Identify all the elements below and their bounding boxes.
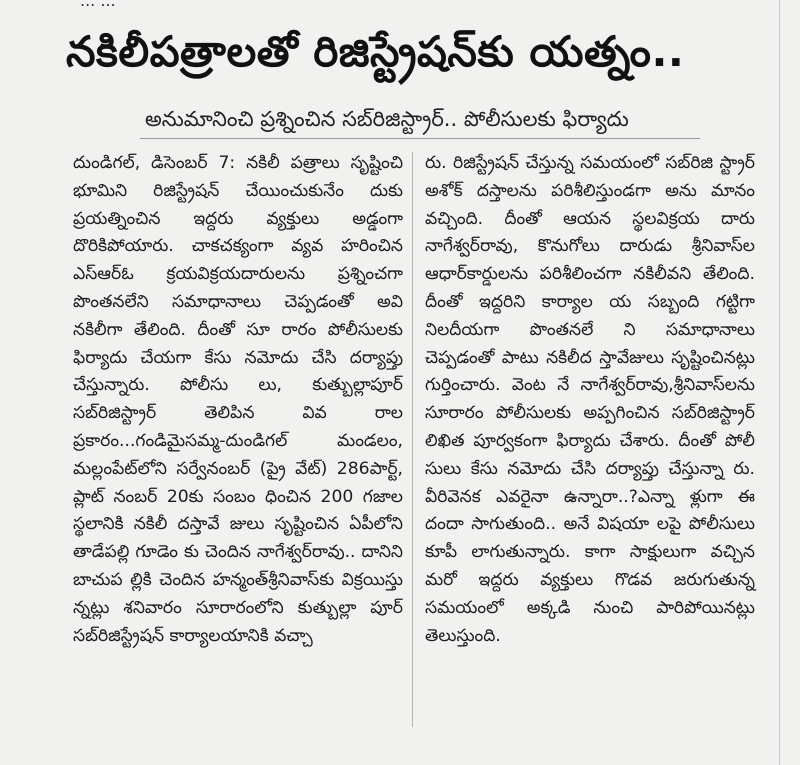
page-edge-rule bbox=[779, 0, 780, 765]
article-subheadline: అనుమానించి ప్రశ్నించిన సబ్‌రిజిస్ట్రార్.. పోలీసులకు ఫిర్యాదు bbox=[145, 107, 629, 131]
article-column-left: దుండిగల్, డిసెంబర్ 7: నకిలీ పత్రాలు సృష్టించి భూమిని రిజిస్ట్రేషన్ చేయించుకునేం దుకు ప్రయత్నించిన ఇద్దరు వ్యక్తులు అడ్డంగా దొరికిపోయారు. చాకచక్యంగా వ్యవ హరించిన ఎస్‌ఆర్‌ఓ క్రయవిక్రయదారులను ప్రశ్నించగా పొంతనలేని సమాధానాలు చెప్పడంతో అవి నకిలీగా తేలింది. దీంతో సూ రారం పోలీసులకు ఫిర్యాదు చేయగా కేసు నమోదు చేసి దర్యాప్తు చేస్తున్నారు. పోలీసు లు, కుత్బుల్లాపూర్ సబ్‌రిజిస్ట్రార్ తెలిపిన వివ రాల ప్రకారం...గండిమైసమ్మ-దుండిగల్ మండలం, మల్లంపేట్‌లోని సర్వేనంబర్ (ప్రై వేట్) 286పార్ట్, ప్లాట్ నంబర్ 20కు సంబం ధించిన 200 గజాల స్థలానికి నకిలీ దస్తావే జులు సృష్టించిన ఏపీలోని తాడేపల్లి గూడెం కు చెందిన నాగేశ్వర్‌రావు.. దానిని బాచుప ల్లికి చెందిన హన్మంత్‌శ్రీనివాస్‌కు విక్రయిస్తు న్నట్లు శనివారం సూరారంలోని కుత్బుల్లా పూర్ సబ్‌రిజిస్ట్రేషన్ కార్యాలయానికి వచ్చా bbox=[73, 153, 403, 646]
subheadline-divider bbox=[140, 138, 700, 139]
previous-article-fragment: ... ... bbox=[80, 0, 116, 10]
article-headline: నకిలీపత్రాలతో రిజిస్ట్రేషన్‌కు యత్నం.. bbox=[66, 27, 685, 76]
column-divider bbox=[412, 152, 413, 727]
article-column-right: రు. రిజిస్ట్రేషన్ చేస్తున్న సమయంలో సబ్‌రిజి స్ట్రార్ అశోక్ దస్తాలను పరిశీలిస్తుండగా అను మానం వచ్చింది. దీంతో ఆయన స్థలవిక్రయ దారు నాగేశ్వర్‌రావు, కొనుగోలు దారుడు శ్రీనివాస్‌ల ఆధార్‌కార్డులను పరిశీలించగా నకిలీవని తేలింది. దీంతో ఇద్దరిని కార్యాల య సబ్బంది గట్టిగా నిలదీయగా పొంతనలే ని సమాధానాలు చెప్పడంతో పాటు నకిలీద స్తావేజులు సృష్టించినట్లు గుర్తించారు. వెంట నే నాగేశ్వర్‌రావు,శ్రీనివాస్‌లను సూరారం పోలీసులకు అప్పగించిన సబ్‌రిజిస్ట్రార్ లిఖిత పూర్వకంగా ఫిర్యాదు చేశారు. దీంతో పోలీ సులు కేసు నమోదు చేసి దర్యాప్తు చేస్తున్నా రు. వీరివెనక ఎవరైనా ఉన్నారా..?ఎన్నా ళ్లుగా ఈ దందా సాగుతుంది.. అనే విషయా లపై పోలీసులు కూపీ లాగుతున్నారు. కాగా సాక్షులుగా వచ్చిన మరో ఇద్దరు వ్యక్తులు గొడవ జరుగుతున్న సమయంలో అక్కడి నుంచి పారిపోయినట్లు తెలుస్తుంది. bbox=[425, 153, 755, 646]
